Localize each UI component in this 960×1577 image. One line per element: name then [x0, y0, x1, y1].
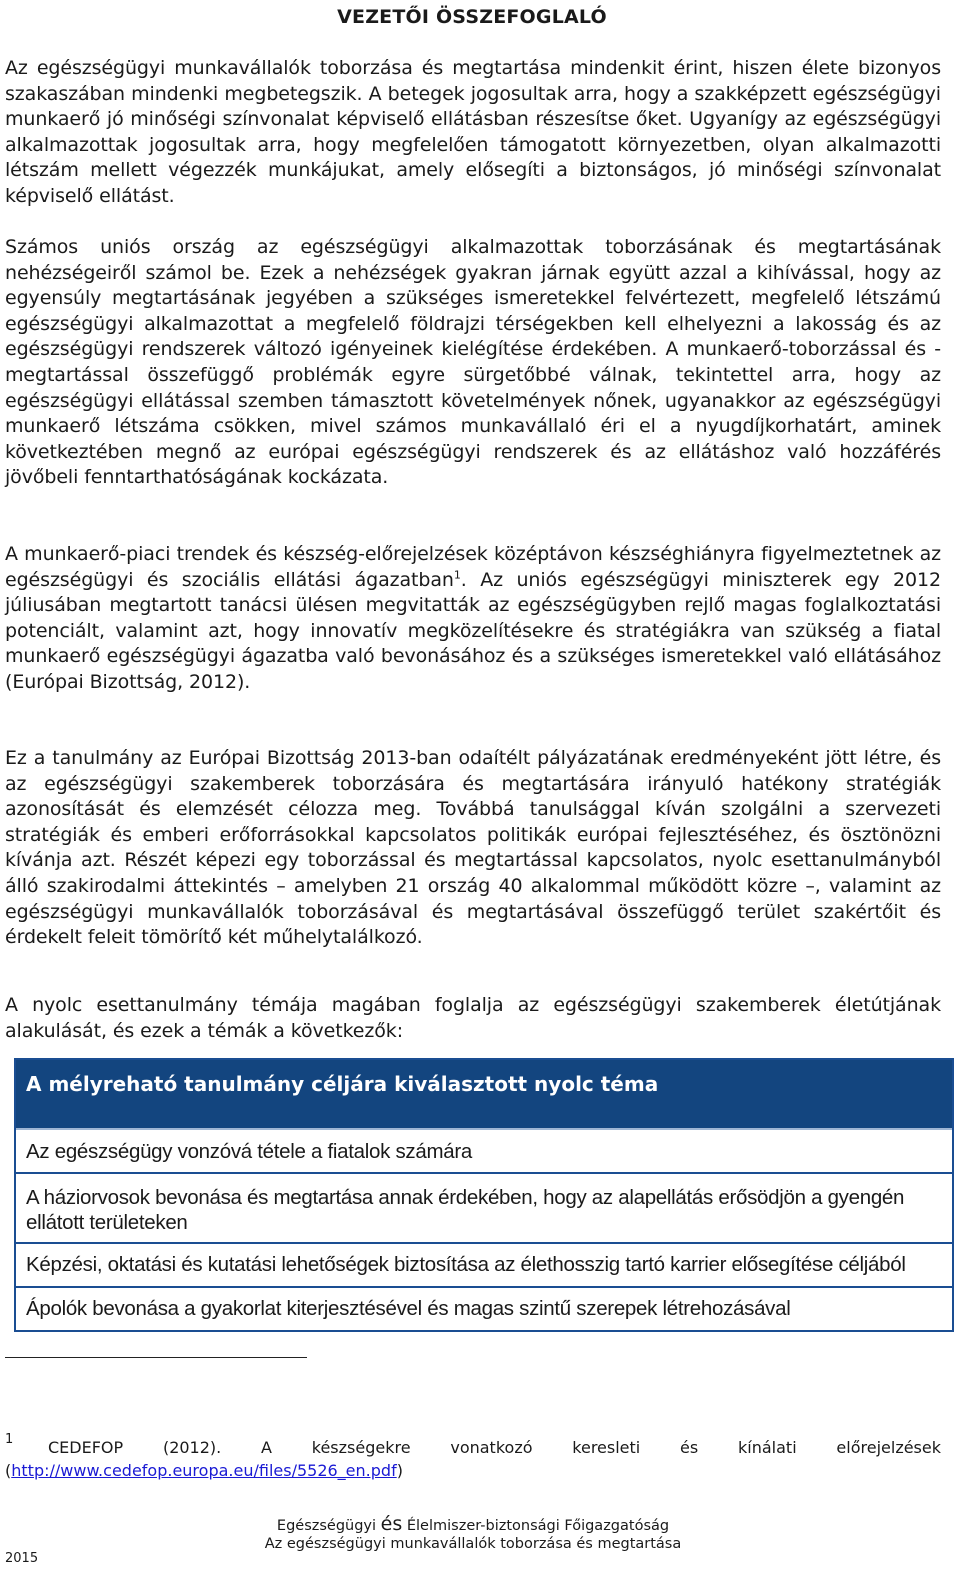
paragraph-trends-part2: . Az uniós egészségügyi miniszterek egy 2012 júliusában megtartott tanácsi ülésen megvitatták az egészségügyben rejlő magas foglalkoztatási potenciált, valamint azt, hogy innovatív megközelítésekre és stratégiákra van szükség a fiatal munkaerő egészségügyi ágazatba való bevonásához és a szükséges ismeretekkel való ellátásához (Európai Bizottság, 2012). — [5, 568, 942, 693]
paragraph-trends — [5, 542, 941, 696]
footer-org-conjunction: és — [380, 1513, 403, 1535]
page-title: VEZETŐI ÖSSZEFOGLALÓ — [337, 6, 607, 28]
paragraph-trends-part1: A munkaerő-piaci trendek és készség-előrejelzések középtávon készséghiányra figyelmeztetnek az egészségügyi és szociális ellátási ágazatban — [5, 543, 941, 591]
footnote-link-line — [5, 1459, 403, 1482]
paragraph-intro: Az egészségügyi munkavállalók toborzása és megtartása mindenkit érint, hiszen élete bizonyos szakaszában mindenki megbetegszik. A betegek jogosultak arra, hogy a szakképzett egészségügyi munkaerő jó minőségi színvonalat képviselő ellátásban részesítse őket. Ugyanígy az egészségügyi alkalmazottak jogosultak arra, hogy megfelelően támogatott környezetben, olyan alkalmazotti létszám mellett végezzék munkájukat, amely elősegíti a biztonságos, jó minőségi színvonalat képviselő ellátást. — [5, 57, 941, 207]
footnote-paren-open: ( — [5, 1461, 12, 1480]
paragraph-case-studies: A nyolc esettanulmány témája magában foglalja az egészségügyi szakemberek életútjának alakulását, és ezek a témák a következők: — [5, 994, 941, 1042]
topic-row: Képzési, oktatási és kutatási lehetőségek biztosítása az élethosszig tartó karrier elősegítése céljából — [16, 1244, 952, 1288]
footnote-number: 1 — [5, 1432, 14, 1447]
footer-year: 2015 — [5, 1551, 39, 1566]
paragraph-difficulties: Számos uniós ország az egészségügyi alkalmazottak toborzásának és megtartásának nehézségeiről számol be. Ezek a nehézségek gyakran járnak együtt azzal a kihívással, hogy az egyensúly megtartásának jegyében a szükséges ismeretekkel felvértezett, megfelelő létszámú egészségügyi alkalmazottat a megfelelő földrajzi térségekben kell elhelyezni a lakosság és az egészségügyi rendszerek változó igényeinek kielégítése érdekében. A munkaerő-toborzással és -megtartással összefüggő problémák egyre sürgetőbbé válnak, tekintettel arra, hogy az egészségügyi ellátással szemben támasztott követelmények nőnek, ugyanakkor az egészségügyi munkaerő létszáma csökken, mivel számos munkavállaló éri el a nyugdíjkorhatárt, aminek következtében megnő az európai egészségügyi rendszerek és az ellátáshoz való hozzáférés jövőbeli fenntarthatóságának kockázata. — [5, 236, 941, 489]
footnote-text: CEDEFOP (2012). A készségekre vonatkozó keresleti és kínálati előrejelzések — [48, 1438, 941, 1457]
topics-table-heading: A mélyreható tanulmány céljára kiválasztott nyolc téma — [26, 1072, 659, 1096]
footer-org-part2: Élelmiszer-biztonsági Főigazgatóság — [402, 1518, 670, 1534]
paragraph-study: Ez a tanulmány az Európai Bizottság 2013-ban odaítélt pályázatának eredményeként jött létre, és az egészségügyi szakemberek toborzására és megtartására irányuló hatékony stratégiák azonosítását és elemzését célozza meg. Továbbá tanulsággal kíván szolgálni a szervezeti stratégiák és emberi erőforrásokkal kapcsolatos politikák európai fejlesztéséhez, és ösztönözni kívánja azt. Részét képezi egy toborzással és megtartással kapcsolatos, nyolc esettanulmányból álló szakirodalmi áttekintés – amelyben 21 ország 40 alkalommal működött közre –, valamint az egészségügyi munkavállalók toborzásával és megtartásával összefüggő terület szakértőit és érdekelt feleit tömörítő két műhelytalálkozó. — [5, 747, 941, 949]
footer-organization — [0, 1514, 946, 1536]
topic-row: Ápolók bevonása a gyakorlat kiterjesztésével és magas szintű szerepek létrehozásával — [26, 1297, 791, 1320]
footnote-paren-close: ) — [396, 1461, 403, 1480]
topic-row: Az egészségügy vonzóvá tétele a fiatalok számára — [16, 1130, 952, 1174]
footnote-divider — [5, 1357, 307, 1358]
topics-table — [14, 1058, 954, 1332]
footer-subtitle: Az egészségügyi munkavállalók toborzása és megtartása — [264, 1536, 682, 1552]
footnote-ref[interactable]: 1 — [453, 568, 461, 582]
footer-org-part1: Egészségügyi — [276, 1518, 381, 1534]
footnote-link[interactable]: http://www.cedefop.europa.eu/files/5526_en.pdf — [11, 1461, 397, 1480]
topic-row: A háziorvosok bevonása és megtartása annak érdekében, hogy az alapellátás erősödjön a gyengén ellátott területeken — [16, 1174, 952, 1244]
topics-table-header — [16, 1060, 952, 1130]
